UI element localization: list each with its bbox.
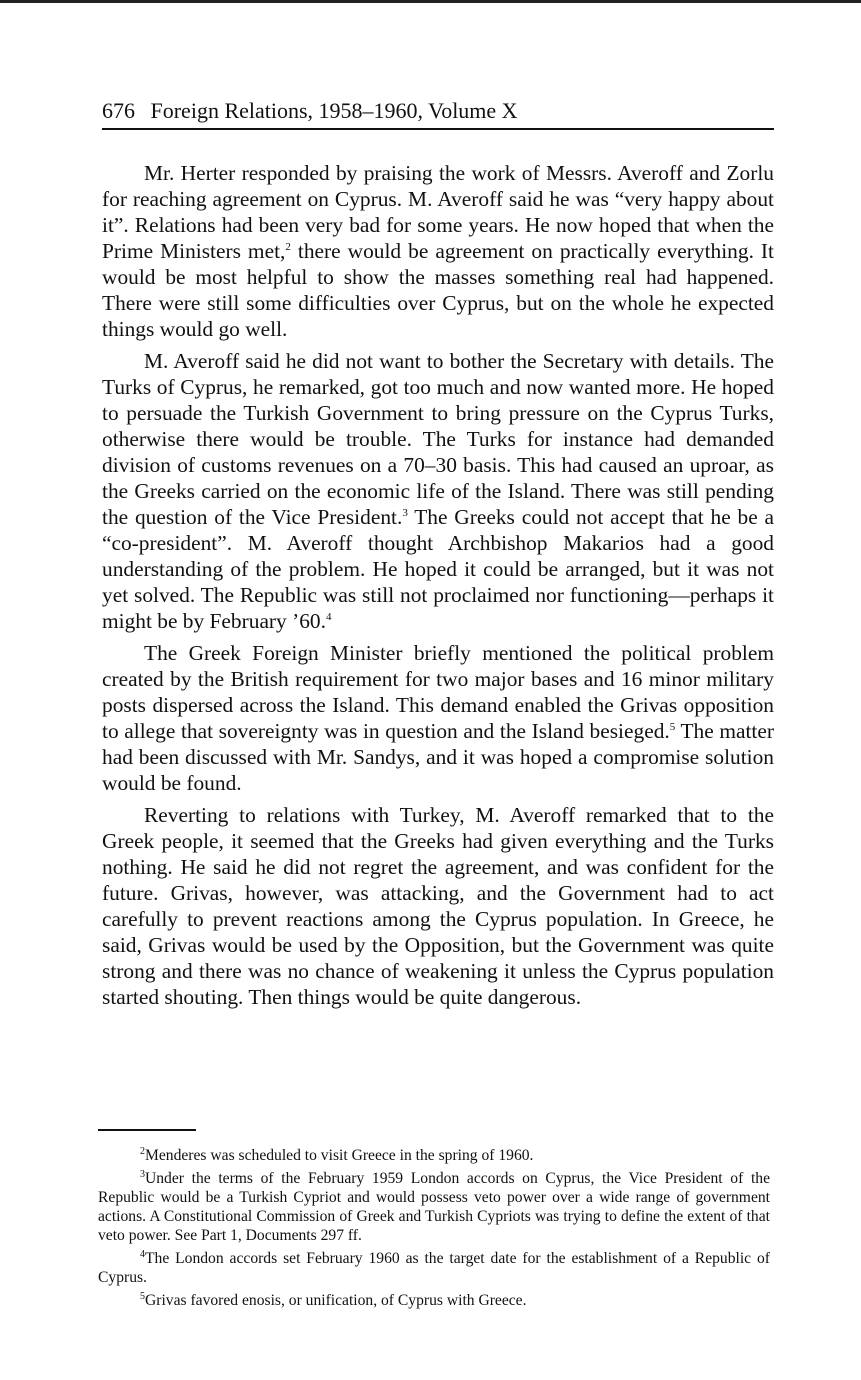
paragraph: The Greek Foreign Minister briefly mentioned the political problem created by the British requirement for two major bases and 16 minor military posts dispersed across the Island. This demand enabled the Grivas opposition to allege that sovereignty was in question and the Island besieged.$^5$ The matter had been discussed with Mr. Sandys, and it was hoped a compromise solution would be found. xyxy=(102,641,774,795)
footnotes xyxy=(98,1146,770,1314)
footnote-text: The London accords set February 1960 as the target date for the establishment of a Republic of Cyprus. xyxy=(98,1250,770,1286)
running-header xyxy=(102,96,774,130)
footnote-ref: 5 xyxy=(669,721,676,733)
footnote-ref: 4 xyxy=(325,611,332,623)
footnote xyxy=(98,1169,770,1245)
footnote-text: Menderes was scheduled to visit Greece in the spring of 1960. xyxy=(145,1147,534,1164)
footnote-text: Under the terms of the February 1959 London accords on Cyprus, the Vice President of the Republic would be a Turkish Cypriot and would possess veto power over a wide range of government actions. A Constitutional Commission of Greek and Turkish Cypriots was trying to define the extent of that veto power. See Part 1, Documents 297 ff. xyxy=(98,1170,770,1244)
footnote-number: 3 xyxy=(140,1169,145,1180)
paragraph: M. Averoff said he did not want to bother the Secretary with details. The Turks of Cyprus, he remarked, got too much and now wanted more. He hoped to persuade the Turkish Government to bring pressure on the Cyprus Turks, otherwise there would be trouble. The Turks for instance had demanded division of customs revenues on a 70–30 basis. This had caused an uproar, as the Greeks carried on the economic life of the Island. There was still pending the question of the Vice President.$^3$ The Greeks could not accept that he be a “co-president”. M. Averoff thought Archbishop Makarios had a good understanding of the problem. He hoped it could be arranged, but it was not yet solved. The Republic was still not proclaimed nor functioning—perhaps it might be by February ’60.$^4$ xyxy=(102,349,774,633)
footnote-number: 2 xyxy=(140,1146,145,1157)
footnote-number: 4 xyxy=(140,1249,145,1260)
footnote xyxy=(98,1291,770,1310)
footnote xyxy=(98,1146,770,1165)
paragraph: Mr. Herter responded by praising the work of Messrs. Averoff and Zorlu for reaching agreement on Cyprus. M. Averoff said he was “very happy about it”. Relations had been very bad for some years. He now hoped that when the Prime Ministers met,$^2$ there would be agreement on practically everything. It would be most helpful to show the masses something real had happened. There were still some difficulties over Cyprus, but on the whole he expected things would go well. xyxy=(102,161,774,341)
footnote-number: 5 xyxy=(140,1291,145,1302)
top-edge-rule xyxy=(0,0,861,3)
footnote xyxy=(98,1249,770,1287)
footnote-ref: 2 xyxy=(285,241,291,253)
paragraph: Reverting to relations with Turkey, M. Averoff remarked that to the Greek people, it seemed that the Greeks had given everything and the Turks nothing. He said he did not regret the agreement, and was confident for the future. Grivas, however, was attacking, and the Government had to act carefully to prevent reactions among the Cyprus population. In Greece, he said, Grivas would be used by the Opposition, but the Government was quite strong and there was no chance of weakening it unless the Cyprus population started shouting. Then things would be quite dangerous. xyxy=(102,803,774,1009)
footnote-text: Grivas favored enosis, or unification, of Cyprus with Greece. xyxy=(145,1292,527,1309)
main-text xyxy=(102,160,774,1016)
page-number: 676 xyxy=(102,98,135,123)
footnote-ref: 3 xyxy=(402,507,408,519)
running-title: Foreign Relations, 1958–1960, Volume X xyxy=(150,98,518,123)
footnote-separator xyxy=(98,1129,196,1131)
